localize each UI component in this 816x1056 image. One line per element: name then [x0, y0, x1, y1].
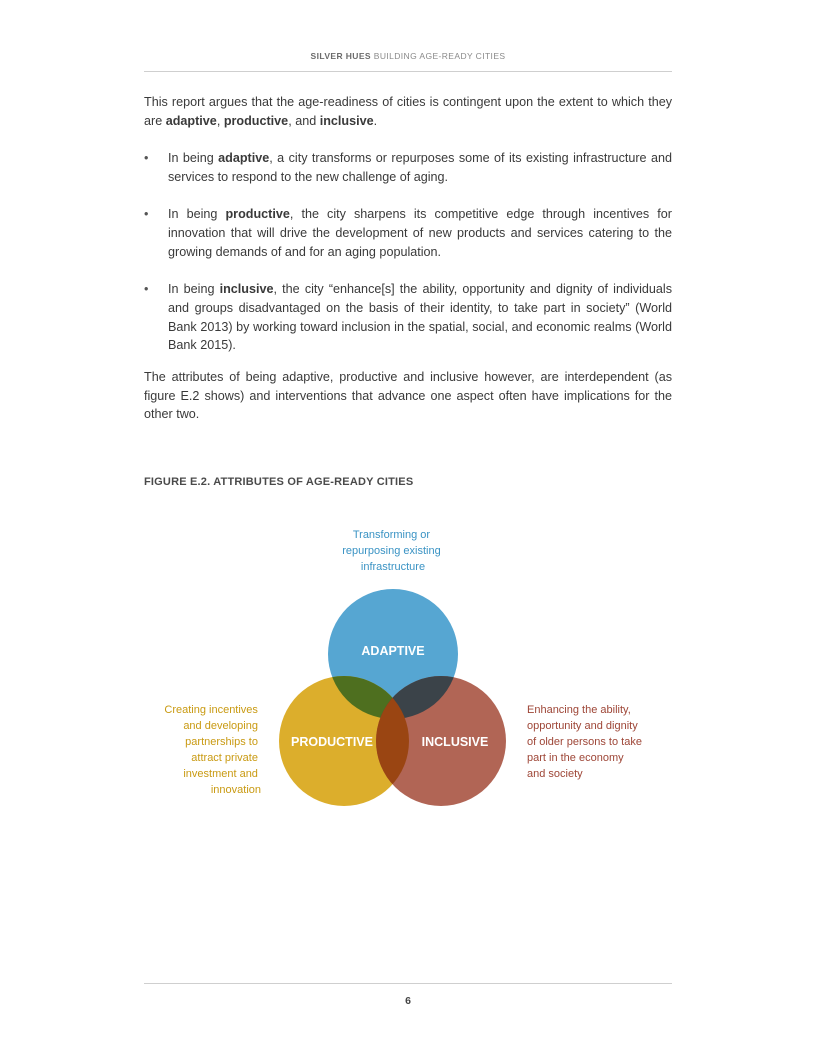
- intro-productive: productive: [223, 113, 289, 128]
- bullet-term: inclusive: [219, 281, 274, 296]
- bullet-text: , the city “enhance[s] the ability, opportunity and dignity of individuals and groups disadvantaged on the basis of their identity, to take part in society” (World Bank 2013) by working toward inclusion in the spatial, social, and economic realms (World Bank 2015).: [168, 281, 672, 353]
- closing-paragraph: The attributes of being adaptive, productive and inclusive however, are interdependent (as figure E.2 shows) and interventions that advance one aspect often have implications for the other two.: [144, 370, 672, 422]
- adaptive-label: ADAPTIVE: [361, 644, 425, 658]
- bullet-marker: •: [144, 281, 149, 296]
- inclusive-annotation: [527, 704, 645, 780]
- footer-rule: [144, 983, 672, 984]
- bullet-pre: In being: [168, 207, 226, 222]
- bullet-term: adaptive: [218, 151, 270, 165]
- productive-annotation-line: investment and: [183, 768, 258, 780]
- productive-label: PRODUCTIVE: [291, 735, 373, 749]
- bullet-term: productive: [225, 207, 290, 222]
- intro-sep-1: ,: [216, 113, 224, 128]
- bullet-text: , the city sharpens its competitive edge through incentives for innovation that will drive the development of new products and services catering to the growing demands of and for an aging population.: [168, 207, 672, 259]
- header-title: BUILDING AGE-READY CITIES: [373, 51, 506, 61]
- adaptive-annotation: [342, 529, 444, 573]
- inclusive-label: INCLUSIVE: [421, 735, 489, 749]
- inclusive-annotation-line: Enhancing the ability,: [527, 704, 631, 716]
- intro-text: This report argues that the age-readiness of cities is contingent upon the extent to which they are: [144, 95, 672, 128]
- bullet-marker: •: [144, 207, 149, 222]
- intro-end: .: [373, 113, 378, 128]
- productive-annotation-line: innovation: [210, 784, 261, 796]
- productive-annotation-line: partnerships to: [185, 736, 258, 748]
- intro-inclusive: inclusive: [319, 113, 374, 128]
- page-number: 6: [405, 995, 411, 1007]
- adaptive-annotation-line: repurposing existing: [342, 545, 441, 557]
- productive-annotation-line: and developing: [183, 720, 258, 732]
- productive-annotation-line: attract private: [191, 752, 258, 764]
- header-series: SILVER HUES: [310, 51, 371, 61]
- inclusive-annotation-line: and society: [527, 768, 583, 780]
- bullet-marker: •: [144, 151, 149, 165]
- intro-sep-2: , and: [288, 113, 320, 128]
- inclusive-annotation-line: of older persons to take: [527, 736, 642, 748]
- adaptive-annotation-line: Transforming or: [352, 529, 431, 541]
- bullet-pre: In being: [168, 151, 219, 165]
- figure-title: FIGURE E.2. ATTRIBUTES OF AGE-READY CITIES: [144, 476, 414, 488]
- inclusive-annotation-line: part in the economy: [527, 752, 624, 764]
- inclusive-annotation-line: opportunity and dignity: [527, 720, 638, 732]
- productive-annotation-line: Creating incentives: [164, 704, 258, 716]
- bullet-text: , a city transforms or repurposes some of its existing infrastructure and services to respond to the new challenge of aging.: [168, 151, 672, 184]
- bullet-pre: In being: [168, 281, 220, 296]
- adaptive-annotation-line: infrastructure: [360, 561, 426, 573]
- intro-adaptive: adaptive: [165, 113, 217, 128]
- productive-annotation: [164, 704, 261, 796]
